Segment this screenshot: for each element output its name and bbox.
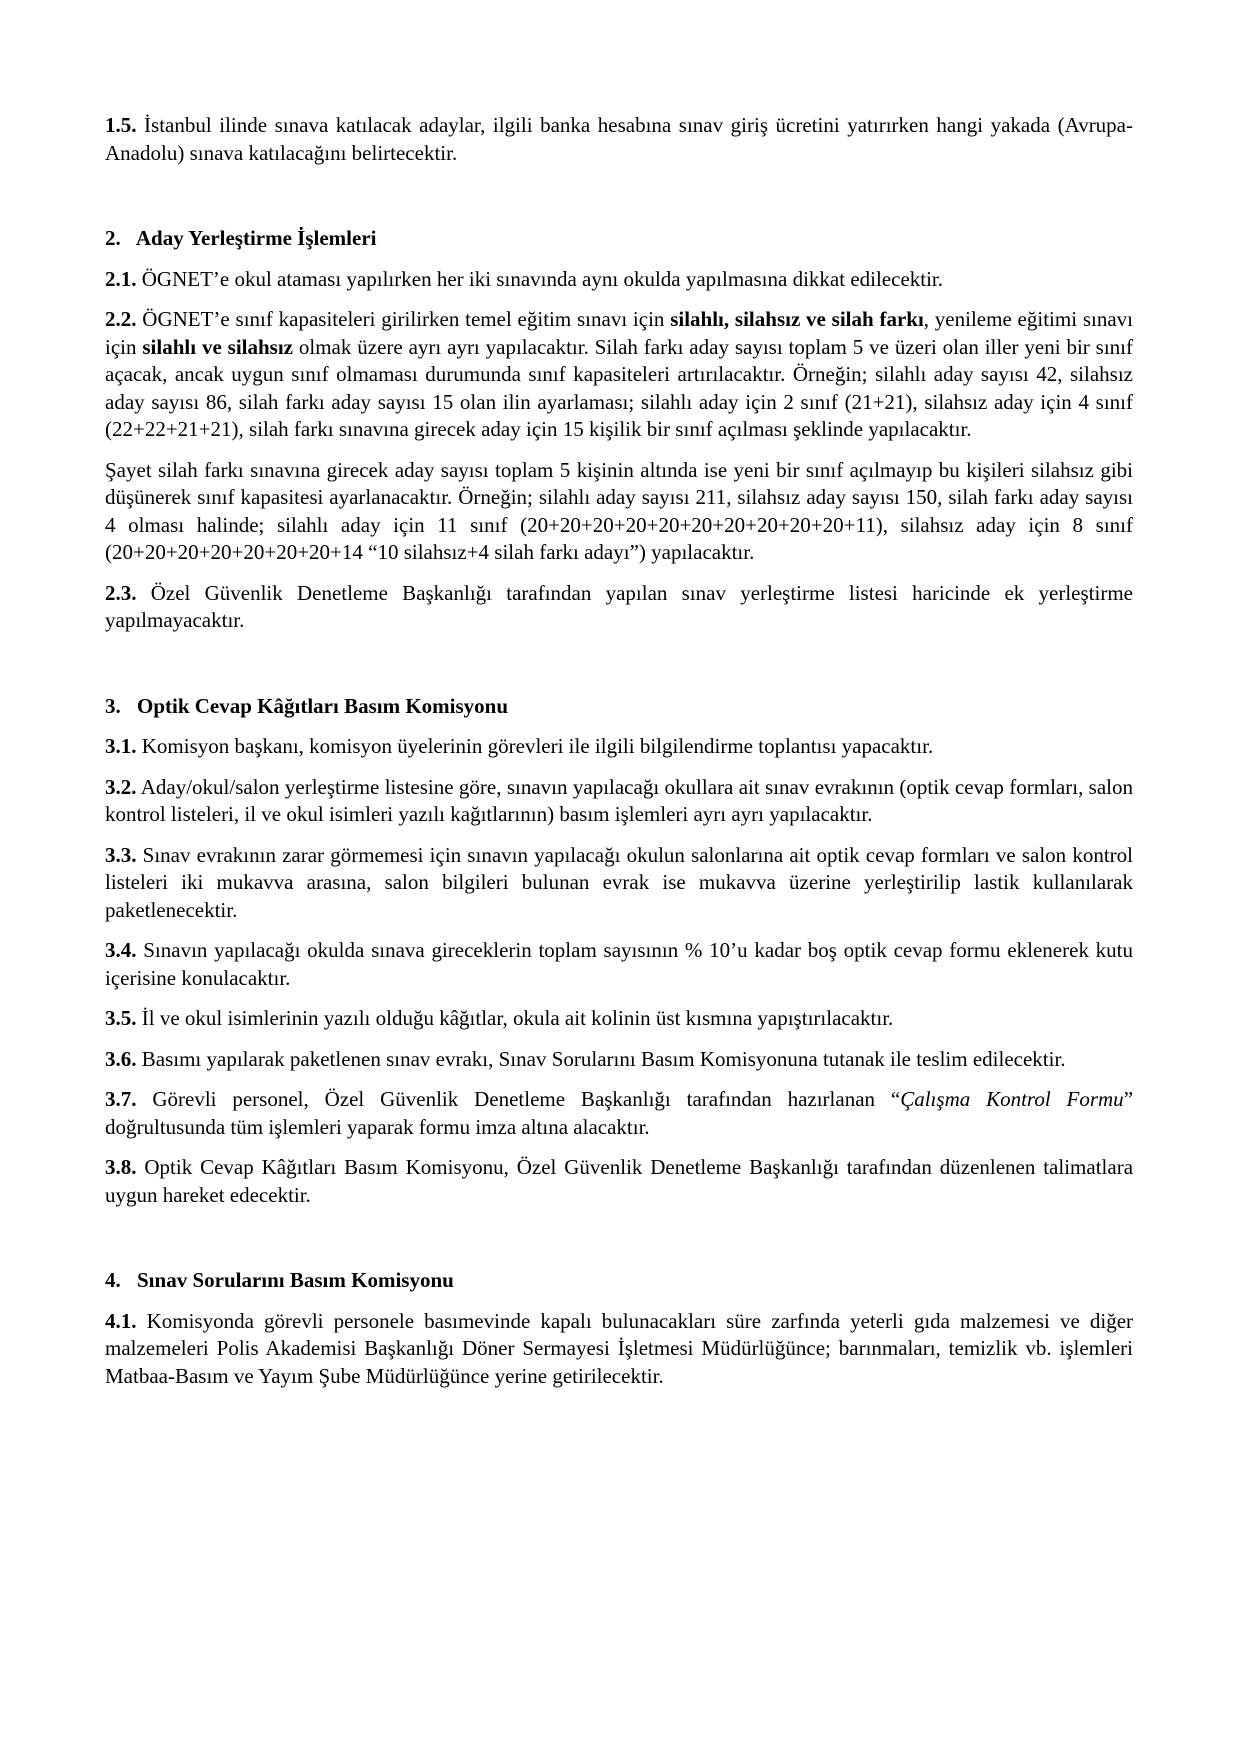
- item-number: 4.1.: [105, 1308, 137, 1333]
- text-run: Sınavın yapılacağı okulda sınava gireceklerin toplam sayısının % 10’u kadar boş optik cevap formu eklenerek kutu içerisine konulacaktır.: [105, 938, 1134, 990]
- section-heading: [105, 225, 1133, 253]
- document-body: [105, 112, 1133, 1390]
- text-run: Görevli personel, Özel Güvenlik Denetleme Başkanlığı tarafından hazırlanan “: [152, 1087, 901, 1111]
- item-number: 2.2.: [105, 307, 137, 331]
- paragraph: [105, 457, 1133, 567]
- text-run: olmak üzere ayrı ayrı yapılacaktır. Silah farkı aday sayısı toplam 5 ve üzeri olan iller yeni bir sınıf açacak, ancak uygun sınıf olmaması durumunda sınıf kapasiteleri artırılacaktır. Örneğin; silahlı aday sayısı 42, silahsız aday sayısı 86, silah farkı aday sayısı 15 olan ilin ayarlaması; silahlı aday için 2 sınıf (21+21), silahsız aday için 4 sınıf (22+22+21+21), silah farkı sınavına girecek aday için 15 kişilik bir sınıf açılması şeklinde yapılacaktır.: [105, 334, 1133, 441]
- paragraph: [105, 774, 1133, 829]
- text-run: , yenileme eğitimi sınavı için: [105, 307, 1133, 359]
- text-run: Basımı yapılarak paketlenen sınav evrakı, Sınav Sorularını Basım Komisyonuna tutanak ile teslim edilecektir.: [141, 1046, 1066, 1071]
- text-run: Aday/okul/salon yerleştirme listesine göre, sınavın yapılacağı okullara ait sınav evrakının (optik cevap formları, salon kontrol listeleri, il ve okul isimleri yazılı kağıtlarının) basım işlemleri ayrı ayrı yapılacaktır.: [105, 774, 1134, 826]
- item-number: 3.2.: [105, 774, 137, 799]
- text-run: Komisyonda görevli personele basımevinde kapalı bulunacakları süre zarfında yeterli gıda malzemesi ve diğer malzemeleri Polis Akademisi Başkanlığı Döner Sermayesi İşletmesi Müdürlüğünce; barınmaları, temizlik vb. işlemleri Matbaa-Basım ve Yayım Şube Müdürlüğünce yerine getirilecektir.: [105, 1308, 1134, 1388]
- text-run: ” doğrultusunda tüm işlemleri yaparak formu imza altına alacaktır.: [105, 1087, 1134, 1139]
- text-run: silahlı ve silahsız: [142, 334, 293, 359]
- section-heading: [105, 1267, 1133, 1295]
- paragraph: [105, 266, 1133, 294]
- item-number: 3.8.: [105, 1155, 137, 1179]
- text-run: Sınav Sorularını Basım Komisyonu: [137, 1268, 454, 1292]
- paragraph: [105, 1308, 1133, 1391]
- paragraph: [105, 1005, 1133, 1033]
- item-number: 2.: [105, 226, 121, 250]
- item-number: 3.4.: [105, 938, 137, 962]
- text-run: ÖGNET’e okul ataması yapılırken her iki sınavında aynı okulda yapılmasına dikkat edilecektir.: [141, 266, 944, 291]
- item-number: 3.6.: [105, 1046, 137, 1071]
- paragraph: [105, 1046, 1133, 1074]
- item-number: 3.5.: [105, 1006, 137, 1030]
- text-run: ÖGNET’e sınıf kapasiteleri girilirken temel eğitim sınavı için: [142, 307, 671, 331]
- paragraph: [105, 1086, 1133, 1141]
- paragraph: [105, 937, 1133, 992]
- text-run: Şayet silah farkı sınavına girecek aday sayısı toplam 5 kişinin altında ise yeni bir sınıf açılmayıp bu kişileri silahsız gibi düşünerek sınıf kapasitesi ayarlanacaktır. Örneğin; silahlı aday sayısı 211, silahsız aday sayısı 150, silah farkı aday sayısı 4 olması halinde; silahlı aday için 11 sınıf (20+20+20+20+20+20+20+20+20+20+11), silahsız aday için 8 sınıf (20+20+20+20+20+20+20+14 “10 silahsız+4 silah farkı adayı”) yapılacaktır.: [105, 457, 1133, 564]
- paragraph: [105, 733, 1133, 761]
- item-number: 3.1.: [105, 734, 137, 758]
- item-number: 3.7.: [105, 1087, 137, 1111]
- section-heading: [105, 693, 1133, 721]
- text-run: Özel Güvenlik Denetleme Başkanlığı tarafından yapılan sınav yerleştirme listesi haricinde ek yerleştirme yapılmayacaktır.: [105, 580, 1133, 632]
- item-number: 3.: [105, 693, 121, 718]
- item-number: 1.5.: [105, 113, 137, 137]
- item-number: 2.3.: [105, 580, 137, 605]
- text-run: İstanbul ilinde sınava katılacak adaylar, ilgili banka hesabına sınav giriş ücretini yatırırken hangi yakada (Avrupa-Anadolu) sınava katılacağını belirtecektir.: [105, 113, 1133, 165]
- item-number: 4.: [105, 1268, 121, 1292]
- paragraph: [105, 842, 1133, 925]
- paragraph: [105, 112, 1133, 167]
- text-run: Sınav evrakının zarar görmemesi için sınavın yapılacağı okulun salonlarına ait optik cevap formları ve salon kontrol listeleri iki mukavva arasına, salon bilgileri bulunan evrak ise mukavva üzerine yerleştirilip lastik kullanılarak paketlenecektir.: [105, 842, 1133, 922]
- text-run: Çalışma Kontrol Formu: [900, 1087, 1124, 1111]
- text-run: Aday Yerleştirme İşlemleri: [135, 226, 377, 250]
- paragraph: [105, 306, 1133, 444]
- text-run: Komisyon başkanı, komisyon üyelerinin görevleri ile ilgili bilgilendirme toplantısı yapacaktır.: [141, 734, 934, 758]
- text-run: Optik Cevap Kâğıtları Basım Komisyonu, Özel Güvenlik Denetleme Başkanlığı tarafından düzenlenen talimatlara uygun hareket edecektir.: [105, 1155, 1134, 1207]
- text-run: Optik Cevap Kâğıtları Basım Komisyonu: [137, 693, 509, 718]
- text-run: silahlı, silahsız ve silah farkı: [670, 307, 924, 331]
- paragraph: [105, 580, 1133, 635]
- item-number: 3.3.: [105, 842, 137, 867]
- paragraph: [105, 1154, 1133, 1209]
- item-number: 2.1.: [105, 266, 137, 291]
- text-run: İl ve okul isimlerinin yazılı olduğu kâğıtlar, okula ait kolinin üst kısmına yapıştırılacaktır.: [141, 1006, 894, 1030]
